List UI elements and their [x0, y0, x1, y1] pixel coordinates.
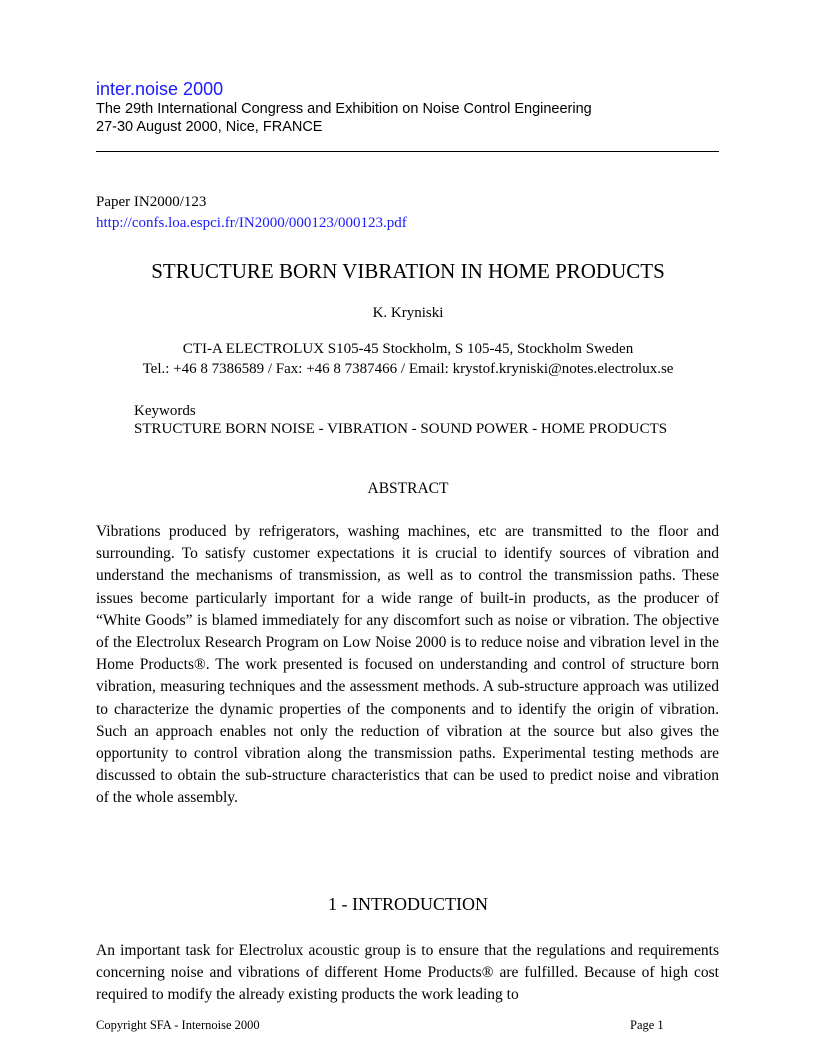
footer-copyright: Copyright SFA - Internoise 2000 [96, 1018, 260, 1032]
conference-header [96, 78, 726, 136]
keywords-text: STRUCTURE BORN NOISE - VIBRATION - SOUND POWER - HOME PRODUCTS [134, 421, 668, 437]
paper-url-link[interactable]: http://confs.loa.espci.fr/IN2000/000123/000123.pdf [96, 215, 407, 231]
footer-page-number: Page 1 [630, 1018, 664, 1032]
conference-dates-location: 27-30 August 2000, Nice, FRANCE [96, 119, 323, 135]
abstract-body: Vibrations produced by refrigerators, washing machines, etc are transmitted to the floor and surrounding. To satisfy customer expectations it is crucial to identify sources of vibration and understand the mechanisms of transmission, as well as to control the transmission paths. These issues become particularly important for a wide range of built-in products, as the producer of “White Goods” is blamed immediately for any discomfort such as noise or vibration. The objective of the Electrolux Research Program on Low Noise 2000 is to reduce noise and vibration level in the Home Products®. The work presented is focused on understanding and control of structure born vibration, measuring techniques and the assessment methods. A sub-structure approach was utilized to characterize the dynamic properties of the components and to identify the origin of vibration. Such an approach enables not only the reduction of vibration at the source but also gives the opportunity to control vibration along the transmission paths. Experimental testing methods are discussed to obtain the sub-structure characteristics that can be used to predict noise and vibration of the whole assembly. [96, 523, 719, 807]
keywords-label: Keywords [134, 403, 196, 419]
paper-title: STRUCTURE BORN VIBRATION IN HOME PRODUCTS [151, 259, 665, 283]
paper-id: Paper IN2000/123 [96, 194, 207, 210]
paper-author: K. Kryniski [372, 305, 444, 321]
introduction-body: An important task for Electrolux acoustic group is to ensure that the regulations and requirements concerning noise and vibrations of different Home Products® are fulfilled. Because of high cost required to modify the already existing products the work leading to [96, 942, 719, 1004]
abstract-heading: ABSTRACT [367, 480, 449, 497]
paper-contact: Tel.: +46 8 7386589 / Fax: +46 8 7387466 / Email: krystof.kryniski@notes.electrolux.se [142, 361, 674, 377]
conference-subtitle: The 29th International Congress and Exhibition on Noise Control Engineering [96, 101, 592, 117]
header-divider [96, 151, 719, 152]
conference-name: inter.noise 2000 [96, 79, 224, 99]
paper-affiliation: CTI-A ELECTROLUX S105-45 Stockholm, S 105-45, Stockholm Sweden [182, 341, 634, 357]
introduction-heading: 1 - INTRODUCTION [328, 894, 488, 914]
